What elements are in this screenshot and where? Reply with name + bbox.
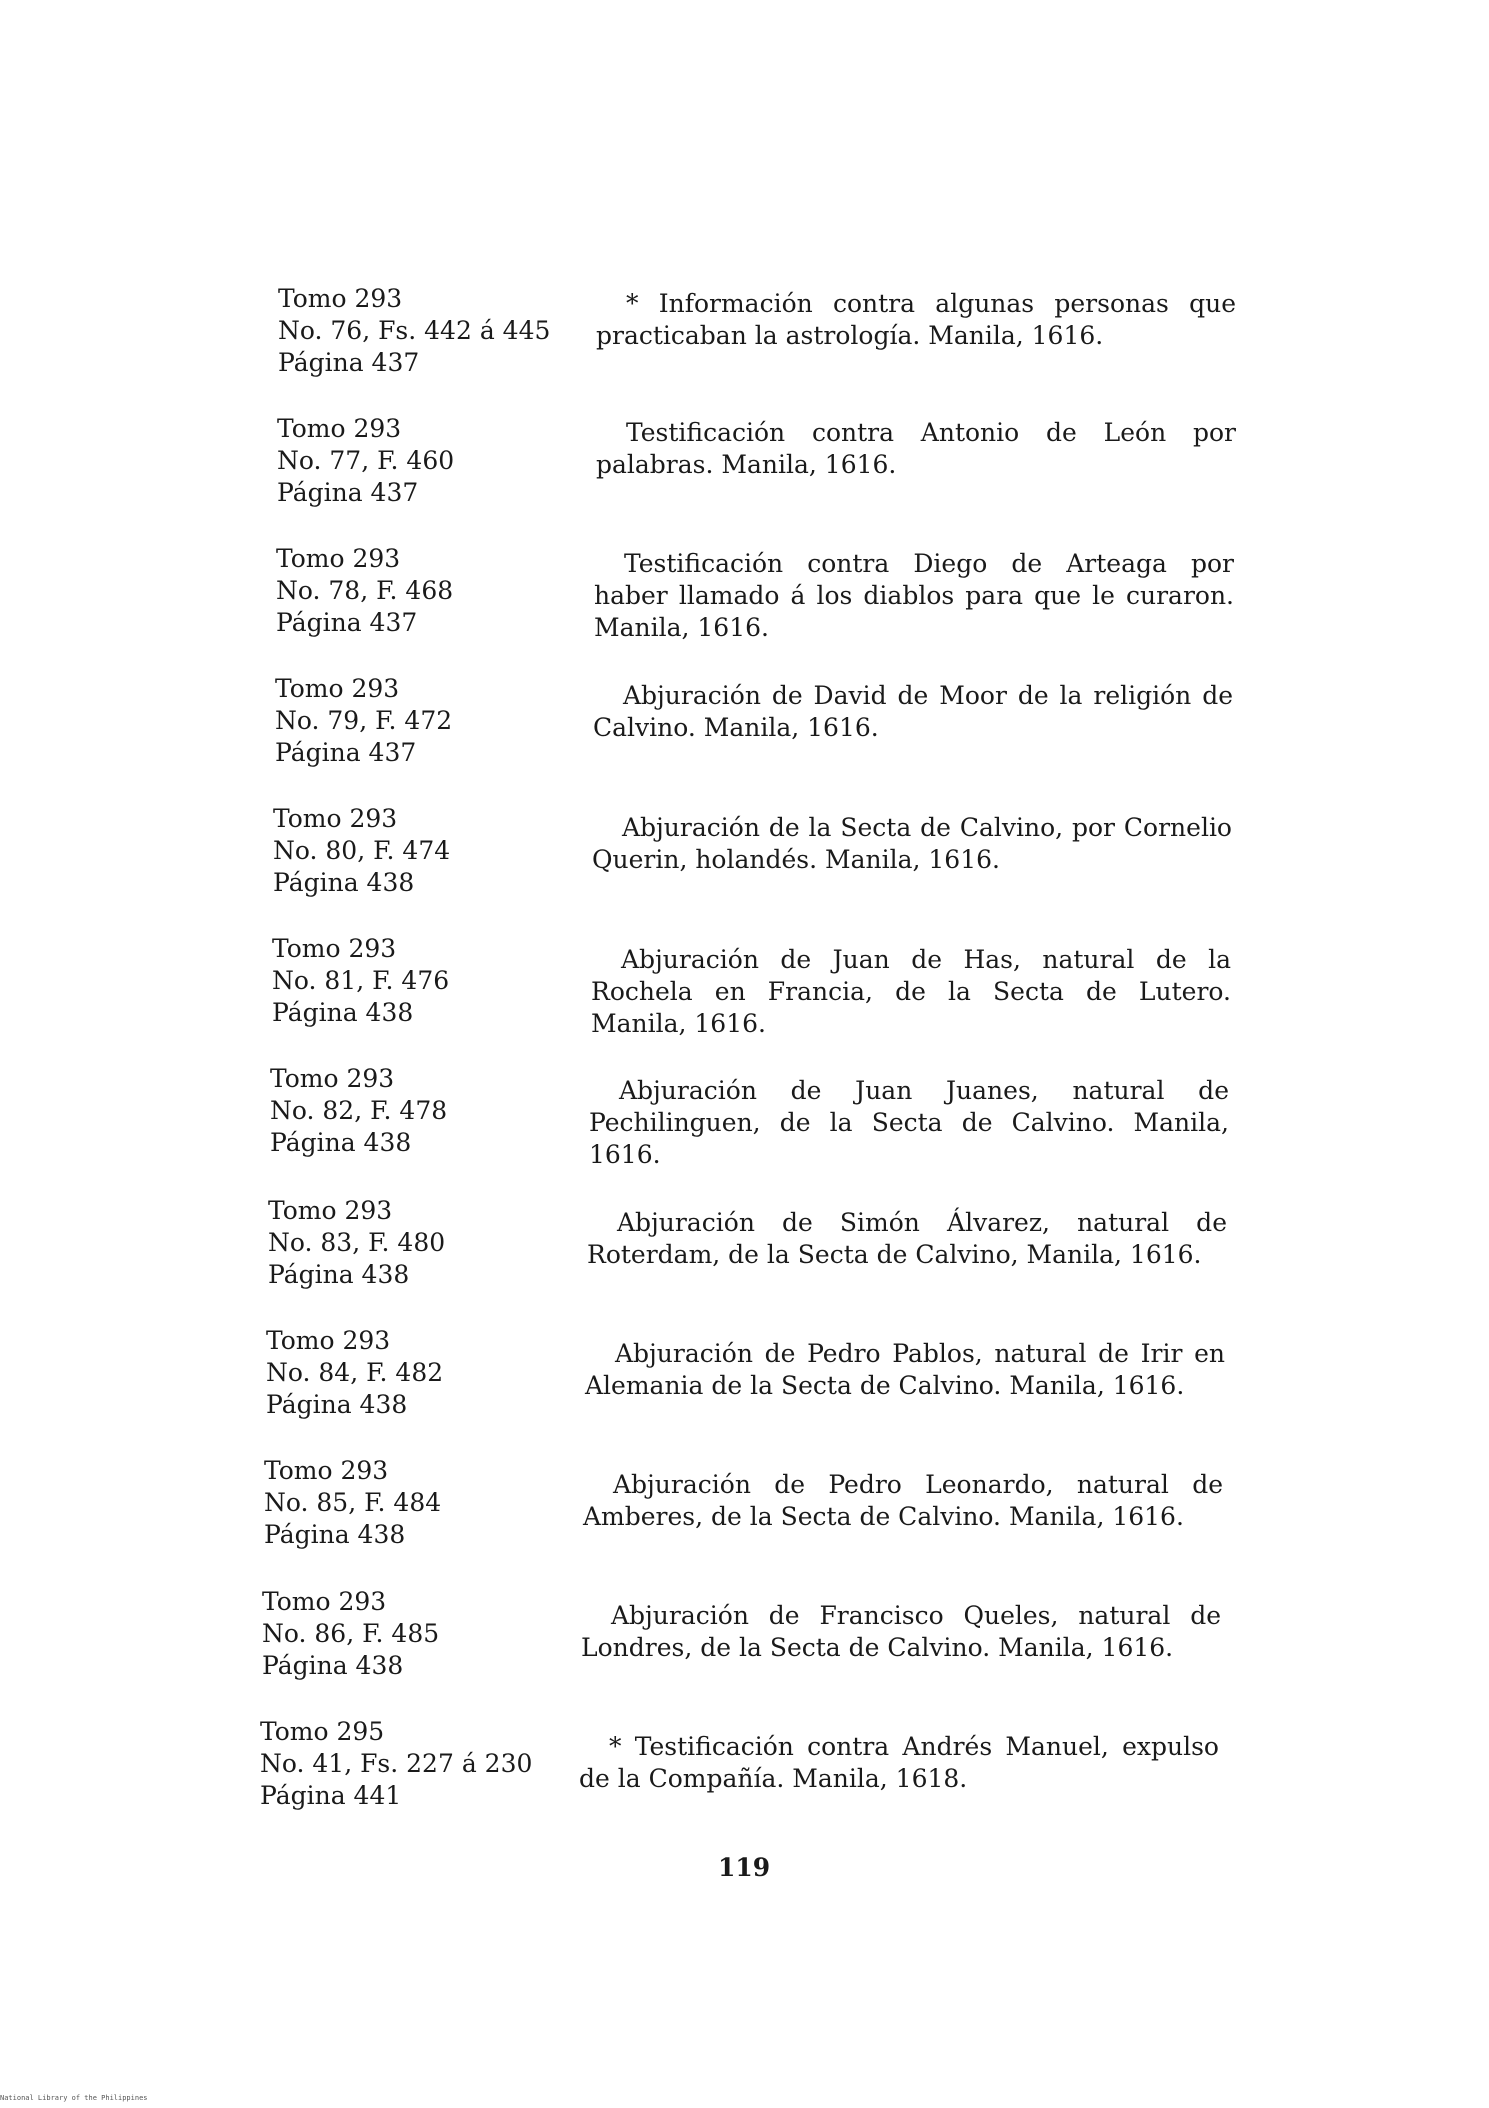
entry-reference [272,933,572,1029]
pagina-line: Página 438 [270,1128,412,1157]
folio-line: No. 84, F. 482 [266,1358,444,1387]
tomo-line: Tomo 295 [260,1717,385,1746]
entry-reference [278,283,578,379]
folio-line: No. 41, Fs. 227 á 230 [260,1749,533,1778]
folio-line: No. 76, Fs. 442 á 445 [278,316,551,345]
page-number: 119 [718,1853,771,1882]
entry-description: * Información contra algunas personas que practicaban la astrología. Manila, 1616. [596,289,1236,350]
entry-description: Abjuración de Simón Álvarez, natural de Roterdam, de la Secta de Calvino, Manila, 1616. [587,1208,1227,1269]
entry-description: * Testificación contra Andrés Manuel, expulso de la Compañía. Manila, 1618. [579,1732,1219,1793]
entry-description: Abjuración de Juan Juanes, natural de Pechilinguen, de la Secta de Calvino. Manila, 1616. [589,1076,1229,1169]
folio-line: No. 85, F. 484 [264,1488,442,1517]
entry-reference [273,803,573,899]
entry-description: Abjuración de Francisco Queles, natural de Londres, de la Secta de Calvino. Manila, 1616. [581,1601,1221,1662]
entry-reference [270,1063,570,1159]
pagina-line: Página 437 [275,738,417,767]
tomo-line: Tomo 293 [268,1196,393,1225]
folio-line: No. 81, F. 476 [272,966,450,995]
pagina-line: Página 438 [268,1260,410,1289]
folio-line: No. 79, F. 472 [275,706,453,735]
tomo-line: Tomo 293 [270,1064,395,1093]
folio-line: No. 83, F. 480 [268,1228,446,1257]
pagina-line: Página 441 [260,1781,402,1810]
entry-description: Abjuración de Juan de Has, natural de la Rochela en Francia, de la Secta de Lutero. Manila, 1616. [591,945,1231,1038]
entry-reference [260,1716,560,1812]
entry-reference [264,1455,564,1551]
entry-description: Testificación contra Diego de Arteaga por haber llamado á los diablos para que le curaron. Manila, 1616. [594,549,1234,642]
tomo-line: Tomo 293 [278,284,403,313]
entry-reference [262,1586,562,1682]
tomo-line: Tomo 293 [275,674,400,703]
entry-reference [276,543,576,639]
folio-line: No. 82, F. 478 [270,1096,448,1125]
tomo-line: Tomo 293 [266,1326,391,1355]
entry-reference [266,1325,566,1421]
entry-reference [277,413,577,509]
tomo-line: Tomo 293 [277,414,402,443]
entry-reference [268,1195,568,1291]
tomo-line: Tomo 293 [262,1587,387,1616]
pagina-line: Página 438 [264,1520,406,1549]
pagina-line: Página 438 [273,868,415,897]
folio-line: No. 80, F. 474 [273,836,451,865]
folio-line: No. 77, F. 460 [277,446,455,475]
pagina-line: Página 438 [266,1390,408,1419]
entry-description: Testificación contra Antonio de León por palabras. Manila, 1616. [596,418,1236,479]
entry-description: Abjuración de la Secta de Calvino, por Cornelio Querin, holandés. Manila, 1616. [592,813,1232,874]
entry-description: Abjuración de David de Moor de la religión de Calvino. Manila, 1616. [593,681,1233,742]
pagina-line: Página 437 [278,348,420,377]
tomo-line: Tomo 293 [264,1456,389,1485]
pagina-line: Página 438 [262,1651,404,1680]
folio-line: No. 86, F. 485 [262,1619,440,1648]
pagina-line: Página 437 [277,478,419,507]
tomo-line: Tomo 293 [276,544,401,573]
scan-footer: National Library of the Philippines [0,2094,148,2102]
pagina-line: Página 438 [272,998,414,1027]
entry-description: Abjuración de Pedro Leonardo, natural de Amberes, de la Secta de Calvino. Manila, 1616. [583,1470,1223,1531]
tomo-line: Tomo 293 [273,804,398,833]
entry-description: Abjuración de Pedro Pablos, natural de Irir en Alemania de la Secta de Calvino. Manila, 1616. [585,1339,1225,1400]
pagina-line: Página 437 [276,608,418,637]
folio-line: No. 78, F. 468 [276,576,454,605]
entry-reference [275,673,575,769]
tomo-line: Tomo 293 [272,934,397,963]
